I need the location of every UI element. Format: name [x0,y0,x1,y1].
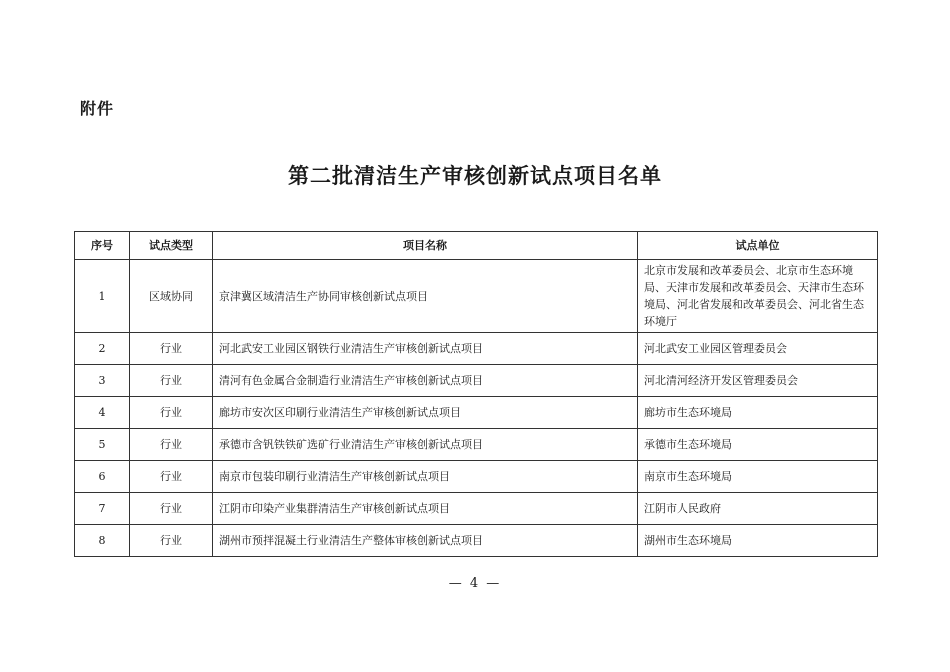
header-unit: 试点单位 [638,232,878,260]
table-row [75,429,878,461]
cell-name: 江阴市印染产业集群清洁生产审核创新试点项目 [213,493,638,525]
cell-index: 4 [75,397,130,429]
table-row [75,333,878,365]
cell-type: 区域协同 [130,260,213,333]
cell-type: 行业 [130,365,213,397]
table-header-row [75,232,878,260]
cell-name: 廊坊市安次区印刷行业清洁生产审核创新试点项目 [213,397,638,429]
cell-unit: 承德市生态环境局 [638,429,878,461]
pilot-project-table [74,231,878,557]
cell-type: 行业 [130,461,213,493]
cell-index: 7 [75,493,130,525]
cell-type: 行业 [130,429,213,461]
cell-unit: 河北清河经济开发区管理委员会 [638,365,878,397]
cell-unit: 河北武安工业园区管理委员会 [638,333,878,365]
page-number: — 4 — [448,576,502,591]
header-type: 试点类型 [130,232,213,260]
cell-name: 湖州市预拌混凝土行业清洁生产整体审核创新试点项目 [213,525,638,557]
table-row [75,397,878,429]
cell-name: 京津冀区域清洁生产协同审核创新试点项目 [213,260,638,333]
cell-index: 1 [75,260,130,333]
cell-unit: 湖州市生态环境局 [638,525,878,557]
cell-type: 行业 [130,525,213,557]
cell-unit: 廊坊市生态环境局 [638,397,878,429]
cell-unit: 南京市生态环境局 [638,461,878,493]
cell-index: 8 [75,525,130,557]
cell-type: 行业 [130,493,213,525]
table-row [75,260,878,333]
cell-index: 6 [75,461,130,493]
cell-index: 5 [75,429,130,461]
document-title: 第二批清洁生产审核创新试点项目名单 [288,163,662,188]
cell-type: 行业 [130,397,213,429]
table-row [75,461,878,493]
cell-type: 行业 [130,333,213,365]
cell-name: 清河有色金属合金制造行业清洁生产审核创新试点项目 [213,365,638,397]
attachment-label: 附件 [80,99,115,118]
header-index: 序号 [75,232,130,260]
header-name: 项目名称 [213,232,638,260]
cell-name: 河北武安工业园区钢铁行业清洁生产审核创新试点项目 [213,333,638,365]
cell-index: 2 [75,333,130,365]
cell-index: 3 [75,365,130,397]
table-row [75,365,878,397]
table-row [75,525,878,557]
cell-unit: 江阴市人民政府 [638,493,878,525]
cell-name: 南京市包装印刷行业清洁生产审核创新试点项目 [213,461,638,493]
cell-name: 承德市含钒铁铁矿选矿行业清洁生产审核创新试点项目 [213,429,638,461]
table-row [75,493,878,525]
cell-unit: 北京市发展和改革委员会、北京市生态环境局、天津市发展和改革委员会、天津市生态环境局、河北省发展和改革委员会、河北省生态环境厅 [638,260,878,333]
